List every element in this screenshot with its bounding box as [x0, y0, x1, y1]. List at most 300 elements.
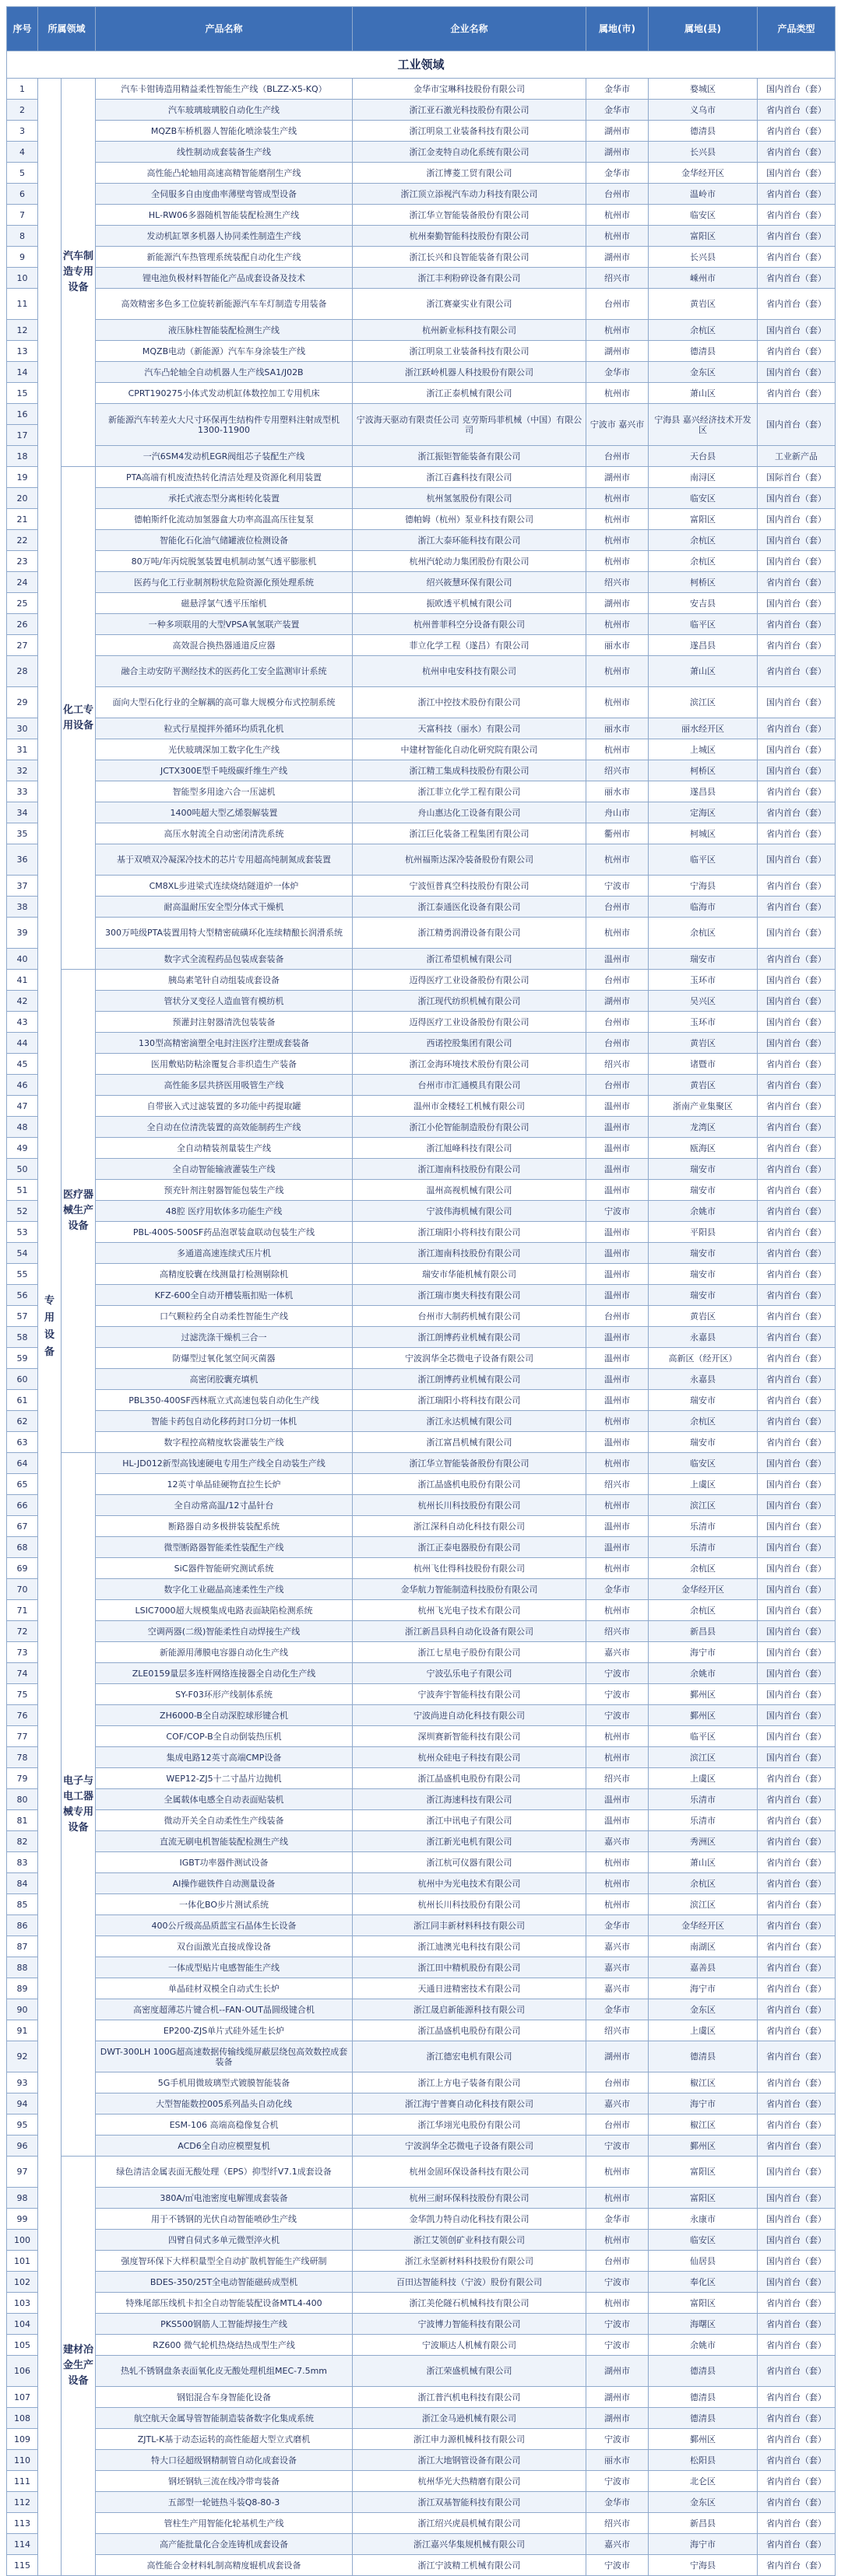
- row-county: 乐清市: [649, 1810, 758, 1831]
- row-county: 鄞州区: [649, 1705, 758, 1726]
- row-product-name: 高压水射流全自动密闭清洗系统: [96, 823, 353, 844]
- row-city: 金华市: [586, 1915, 649, 1936]
- row-city: 温州市: [586, 1159, 649, 1180]
- row-product-type: 省内首台（套）: [758, 289, 836, 320]
- row-county: 仙居县: [649, 2251, 758, 2272]
- row-seq: 84: [7, 1873, 38, 1894]
- row-city: 绍兴市: [586, 268, 649, 289]
- row-product-name: 高效精密多色多工位旋转新能源汽车车灯制造专用装备: [96, 289, 353, 320]
- row-product-type: 省内首台（套）: [758, 2534, 836, 2555]
- table-row: [7, 2136, 836, 2157]
- table-row: [7, 79, 836, 100]
- row-product-type: 省内首台（套）: [758, 1117, 836, 1138]
- row-company-name: 西诺控股集团有限公司: [353, 1033, 586, 1054]
- row-company-name: 杭州飞仕得科技股份有限公司: [353, 1558, 586, 1579]
- row-seq: 50: [7, 1159, 38, 1180]
- row-product-type: 国内首台（套）: [758, 79, 836, 100]
- row-product-name: 高性能凸轮轴用高速高精智能磨削生产线: [96, 163, 353, 184]
- row-product-name: SY-F03环形产线制体系统: [96, 1684, 353, 1705]
- row-product-type: 省内首台（套）: [758, 1348, 836, 1369]
- row-product-type: 省内首台（套）: [758, 1138, 836, 1159]
- row-seq: 101: [7, 2251, 38, 2272]
- row-seq: 111: [7, 2471, 38, 2492]
- table-row: [7, 1285, 836, 1306]
- row-county: 余杭区: [649, 1558, 758, 1579]
- row-product-type: 省内首台（套）: [758, 1306, 836, 1327]
- row-product-type: 国内首台（套）: [758, 2251, 836, 2272]
- row-product-type: 省内首台（套）: [758, 142, 836, 163]
- table-row: [7, 687, 836, 718]
- row-company-name: 浙江大泰环能科技有限公司: [353, 530, 586, 551]
- row-seq: 100: [7, 2230, 38, 2251]
- table-row: [7, 1558, 836, 1579]
- row-company-name: 天富科技（丽水）有限公司: [353, 718, 586, 739]
- row-product-name: 高密度超薄芯片键合机--FAN-OUT晶圆级键合机: [96, 1999, 353, 2020]
- row-city: 湖州市: [586, 2408, 649, 2429]
- row-product-type: 国内首台（套）: [758, 1495, 836, 1516]
- row-company-name: 浙江中讯电子有限公司: [353, 1810, 586, 1831]
- row-seq: 19: [7, 467, 38, 488]
- row-seq: 94: [7, 2093, 38, 2114]
- row-county: 德清县: [649, 2387, 758, 2408]
- row-product-name: JCTX300E型千吨级碳纤维生产线: [96, 760, 353, 781]
- row-city: 金华市: [586, 100, 649, 121]
- row-seq: 42: [7, 991, 38, 1012]
- row-city: 杭州市: [586, 844, 649, 876]
- row-product-type: 省内首台（套）: [758, 1852, 836, 1873]
- row-county: 黄岩区: [649, 1306, 758, 1327]
- table-row: [7, 2072, 836, 2093]
- row-county: 富阳区: [649, 2293, 758, 2314]
- row-product-type: 省内首台（套）: [758, 1159, 836, 1180]
- row-county: 海宁市: [649, 1978, 758, 1999]
- row-seq: 78: [7, 1747, 38, 1768]
- row-company-name: 浙江长兴和良智能装备有限公司: [353, 247, 586, 268]
- row-county: 南浔区: [649, 467, 758, 488]
- row-county: 北仑区: [649, 2471, 758, 2492]
- row-seq: 48: [7, 1117, 38, 1138]
- table-row: [7, 2387, 836, 2408]
- row-product-type: 国内首台（套）: [758, 551, 836, 572]
- row-county: 高新区（经开区）: [649, 1348, 758, 1369]
- row-city: 宁波市: [586, 2335, 649, 2356]
- row-product-type: 国内首台（套）: [758, 1726, 836, 1747]
- row-county: 长兴县: [649, 247, 758, 268]
- table-row: [7, 1159, 836, 1180]
- table-row: [7, 802, 836, 823]
- row-county: 余杭区: [649, 551, 758, 572]
- table-body: [7, 51, 836, 2576]
- row-county: 吴兴区: [649, 991, 758, 1012]
- row-county: 上虞区: [649, 1768, 758, 1789]
- row-product-type: 省内首台（套）: [758, 226, 836, 247]
- row-seq: 97: [7, 2157, 38, 2188]
- row-county: 玉环市: [649, 1012, 758, 1033]
- row-company-name: 浙江晶盛机电股份有限公司: [353, 2020, 586, 2041]
- row-company-name: 宁波弘乐电子有限公司: [353, 1663, 586, 1684]
- row-city: 绍兴市: [586, 1768, 649, 1789]
- table-row: [7, 226, 836, 247]
- row-company-name: 杭州飞光电子技术有限公司: [353, 1600, 586, 1621]
- row-seq: 76: [7, 1705, 38, 1726]
- row-county: 萧山区: [649, 1852, 758, 1873]
- row-city: 台州市: [586, 446, 649, 467]
- table-row: [7, 2555, 836, 2576]
- row-company-name: 浙江荣盛机械有限公司: [353, 2356, 586, 2387]
- row-product-type: 省内首台（套）: [758, 2041, 836, 2072]
- row-county: 浙南产业集聚区: [649, 1096, 758, 1117]
- row-county: 义乌市: [649, 100, 758, 121]
- row-seq: 83: [7, 1852, 38, 1873]
- row-seq: 43: [7, 1012, 38, 1033]
- row-product-name: 粒式行星搅拌外循环均质乳化机: [96, 718, 353, 739]
- table-row: [7, 1222, 836, 1243]
- row-city: 杭州市: [586, 1411, 649, 1432]
- row-city: 湖州市: [586, 593, 649, 614]
- row-product-type: 省内首台（套）: [758, 1915, 836, 1936]
- row-county: 宁海县 嘉兴经济技术开发区: [649, 404, 758, 446]
- table-row: [7, 2114, 836, 2136]
- row-city: 温州市: [586, 1117, 649, 1138]
- row-product-type: 省内首台（套）: [758, 1831, 836, 1852]
- row-county: 椒江区: [649, 2072, 758, 2093]
- row-city: 金华市: [586, 362, 649, 383]
- row-company-name: 浙江永坚新材料科技股份有限公司: [353, 2251, 586, 2272]
- row-company-name: 浙江跃岭机器人科技股份有限公司: [353, 362, 586, 383]
- table-row: [7, 1369, 836, 1390]
- row-seq: 73: [7, 1642, 38, 1663]
- row-product-name: 管状分叉变径人造血管有模纺机: [96, 991, 353, 1012]
- row-seq: 55: [7, 1264, 38, 1285]
- row-company-name: 杭州秦勤智能科技股份有限公司: [353, 226, 586, 247]
- row-product-type: 省内首台（套）: [758, 341, 836, 362]
- row-company-name: 浙江迦南科技股份有限公司: [353, 1159, 586, 1180]
- table-row: [7, 1978, 836, 1999]
- row-product-type: 省内首台（套）: [758, 2387, 836, 2408]
- row-company-name: 金华凯力特自动化科技有限公司: [353, 2209, 586, 2230]
- row-city: 温州市: [586, 1432, 649, 1453]
- row-product-name: 双台面激光直接成像设备: [96, 1936, 353, 1957]
- row-city: 金华市: [586, 1579, 649, 1600]
- group-label: 专用设备: [38, 79, 62, 2576]
- row-product-type: 省内首台（套）: [758, 1075, 836, 1096]
- row-county: 余杭区: [649, 320, 758, 341]
- row-company-name: 浙江明泉工业装备科技有限公司: [353, 121, 586, 142]
- row-product-name: 单晶硅材双模全自动式生长炉: [96, 1978, 353, 1999]
- row-seq: 99: [7, 2209, 38, 2230]
- row-city: 杭州市: [586, 1747, 649, 1768]
- row-product-name: 锂电池负极材料智能化产品成套设备及技术: [96, 268, 353, 289]
- row-city: 绍兴市: [586, 2513, 649, 2534]
- row-county: 德清县: [649, 121, 758, 142]
- row-company-name: 浙江金海环境技术股份有限公司: [353, 1054, 586, 1075]
- row-county: 富阳区: [649, 2157, 758, 2188]
- row-county: 椒江区: [649, 2114, 758, 2136]
- category-label: 化工专用设备: [62, 467, 96, 970]
- row-product-name: PBL-400S-500SF药品泡罩装盒联动包装生产线: [96, 1222, 353, 1243]
- row-company-name: 浙江现代纺织机械有限公司: [353, 991, 586, 1012]
- row-product-type: 国内首台（套）: [758, 1033, 836, 1054]
- row-city: 嘉兴市: [586, 1936, 649, 1957]
- row-county: 余杭区: [649, 1873, 758, 1894]
- row-company-name: 浙江中控技术股份有限公司: [353, 687, 586, 718]
- row-product-type: 国内首台（套）: [758, 320, 836, 341]
- row-city: 绍兴市: [586, 760, 649, 781]
- row-product-name: 5G手机用微玻璃型式镀膜智能装备: [96, 2072, 353, 2093]
- table-row: [7, 970, 836, 991]
- table-row: [7, 1642, 836, 1663]
- row-county: 金东区: [649, 1999, 758, 2020]
- row-city: 金华市: [586, 1999, 649, 2020]
- table-row: [7, 1537, 836, 1558]
- row-product-name: CPRT190275小体式发动机缸体数控加工专用机床: [96, 383, 353, 404]
- table-row: [7, 844, 836, 876]
- row-county: 黄岩区: [649, 1033, 758, 1054]
- table-row: [7, 1096, 836, 1117]
- row-product-type: 省内首台（套）: [758, 1054, 836, 1075]
- row-company-name: 浙江新昌县科自动化设备有限公司: [353, 1621, 586, 1642]
- row-product-name: ESM-106 高端高稳像复合机: [96, 2114, 353, 2136]
- table-row: [7, 1873, 836, 1894]
- row-company-name: 浙江正泰机械有限公司: [353, 383, 586, 404]
- row-product-type: 省内首台（套）: [758, 121, 836, 142]
- row-company-name: 菲立化学工程（遂昌）有限公司: [353, 635, 586, 656]
- table-row: [7, 991, 836, 1012]
- table-row: [7, 268, 836, 289]
- table-row: [7, 1012, 836, 1033]
- row-county: 遂昌县: [649, 781, 758, 802]
- header-company: 企业名称: [353, 7, 586, 51]
- row-seq: 54: [7, 1243, 38, 1264]
- row-city: 杭州市: [586, 1852, 649, 1873]
- row-seq: 1: [7, 79, 38, 100]
- table-row: [7, 718, 836, 739]
- row-seq: 17: [7, 425, 38, 446]
- row-product-name: 48腔 医疗用软体多功能生产线: [96, 1201, 353, 1222]
- row-company-name: 浙江赛豪实业有限公司: [353, 289, 586, 320]
- row-product-name: SiC器件智能研究测试系统: [96, 1558, 353, 1579]
- row-county: 萧山区: [649, 383, 758, 404]
- table-row: [7, 362, 836, 383]
- row-product-name: 12英寸单晶硅硬物直拉生长炉: [96, 1474, 353, 1495]
- row-city: 杭州市: [586, 1600, 649, 1621]
- row-county: 临安区: [649, 1453, 758, 1474]
- row-city: 温州市: [586, 1180, 649, 1201]
- row-company-name: 杭州申电安科技有限公司: [353, 656, 586, 687]
- row-city: 宁波市: [586, 2429, 649, 2450]
- row-city: 宁波市: [586, 1201, 649, 1222]
- row-product-type: 工业新产品: [758, 446, 836, 467]
- row-product-type: 国内首台（套）: [758, 362, 836, 383]
- row-seq: 20: [7, 488, 38, 509]
- row-county: 鄞州区: [649, 2136, 758, 2157]
- row-company-name: 浙江双基智能科技有限公司: [353, 2492, 586, 2513]
- row-county: 余杭区: [649, 1600, 758, 1621]
- row-seq: 10: [7, 268, 38, 289]
- row-company-name: 杭州三耐环保科技股份有限公司: [353, 2188, 586, 2209]
- table-row: [7, 897, 836, 918]
- row-product-name: 新能源用薄膜电容器自动化生产线: [96, 1642, 353, 1663]
- table-row: [7, 2314, 836, 2335]
- row-seq: 92: [7, 2041, 38, 2072]
- row-product-name: 130型高精密滴塑全电封注医疗注塑成套装备: [96, 1033, 353, 1054]
- row-product-name: HL-RW06多器随机智能装配检测生产线: [96, 205, 353, 226]
- row-product-name: 高产能批量化合金连铸机成套设备: [96, 2534, 353, 2555]
- row-seq: 56: [7, 1285, 38, 1306]
- row-product-name: PTA高端有机废渣热转化清洁处理及资源化利用装置: [96, 467, 353, 488]
- product-table: [6, 6, 836, 2576]
- row-seq: 12: [7, 320, 38, 341]
- table-row: [7, 404, 836, 425]
- row-city: 温州市: [586, 949, 649, 970]
- row-city: 嘉兴市: [586, 1642, 649, 1663]
- row-company-name: 浙江泰通医化设备有限公司: [353, 897, 586, 918]
- row-product-type: 国内首台（套）: [758, 1621, 836, 1642]
- table-row: [7, 488, 836, 509]
- row-product-name: 断路器自动多极拼装装配系统: [96, 1516, 353, 1537]
- table-row: [7, 1264, 836, 1285]
- row-county: 余姚市: [649, 1201, 758, 1222]
- row-city: 丽水市: [586, 718, 649, 739]
- row-county: 柯桥区: [649, 760, 758, 781]
- row-company-name: 杭州福斯达深冷装备股份有限公司: [353, 844, 586, 876]
- row-county: 海宁市: [649, 1642, 758, 1663]
- row-seq: 51: [7, 1180, 38, 1201]
- row-product-name: IGBT功率器件测试设备: [96, 1852, 353, 1873]
- table-row: [7, 1432, 836, 1453]
- row-product-type: 省内首台（套）: [758, 1096, 836, 1117]
- row-county: 奉化区: [649, 2272, 758, 2293]
- row-city: 台州市: [586, 289, 649, 320]
- row-seq: 70: [7, 1579, 38, 1600]
- row-company-name: 浙江瑞阳小将科技有限公司: [353, 1222, 586, 1243]
- row-product-name: 钢铝混合车身智能化设备: [96, 2387, 353, 2408]
- row-city: 台州市: [586, 1306, 649, 1327]
- row-company-name: 浙江晟启新能源科技有限公司: [353, 1999, 586, 2020]
- row-county: 富阳区: [649, 509, 758, 530]
- row-product-name: 德帕斯纤化流动加氢器盒大功率高温高压往复泵: [96, 509, 353, 530]
- row-product-name: 预灌封注射器清洗包装装备: [96, 1012, 353, 1033]
- row-company-name: 浙江金麦特自动化系统有限公司: [353, 142, 586, 163]
- row-seq: 47: [7, 1096, 38, 1117]
- table-row: [7, 635, 836, 656]
- row-city: 温州市: [586, 1516, 649, 1537]
- row-county: 柯城区: [649, 823, 758, 844]
- row-product-type: 国内首台（套）: [758, 687, 836, 718]
- row-company-name: 百田达智能科技（宁波）股份有限公司: [353, 2272, 586, 2293]
- row-county: 南湖区: [649, 1936, 758, 1957]
- header-field: 所属领域: [38, 7, 96, 51]
- row-county: 永康市: [649, 2209, 758, 2230]
- row-city: 宁波市: [586, 2555, 649, 2576]
- row-county: 瑞安市: [649, 1432, 758, 1453]
- row-company-name: 杭州长川科技股份有限公司: [353, 1495, 586, 1516]
- row-company-name: 台州市大制药机械有限公司: [353, 1306, 586, 1327]
- row-city: 杭州市: [586, 656, 649, 687]
- table-row: [7, 2272, 836, 2293]
- row-seq: 115: [7, 2555, 38, 2576]
- row-seq: 88: [7, 1957, 38, 1978]
- header-type: 产品类型: [758, 7, 836, 51]
- row-product-type: 省内首台（套）: [758, 268, 836, 289]
- row-product-type: 省内首台（套）: [758, 1957, 836, 1978]
- row-product-type: 国内首台（套）: [758, 1579, 836, 1600]
- row-product-type: 国内首台（套）: [758, 739, 836, 760]
- row-county: 临安区: [649, 2230, 758, 2251]
- row-county: 海宁市: [649, 2093, 758, 2114]
- row-seq: 38: [7, 897, 38, 918]
- row-product-type: 省内首台（套）: [758, 1873, 836, 1894]
- row-seq: 68: [7, 1537, 38, 1558]
- row-product-name: 高密闭胶囊充填机: [96, 1369, 353, 1390]
- row-company-name: 宁波恒普真空科技股份有限公司: [353, 876, 586, 897]
- row-seq: 3: [7, 121, 38, 142]
- row-city: 台州市: [586, 897, 649, 918]
- row-seq: 30: [7, 718, 38, 739]
- row-county: 诸暨市: [649, 1054, 758, 1075]
- row-seq: 9: [7, 247, 38, 268]
- row-county: 临安区: [649, 488, 758, 509]
- row-company-name: 浙江亚石激光科技股份有限公司: [353, 100, 586, 121]
- table-row: [7, 320, 836, 341]
- row-product-name: 胰岛素笔针自动组装成套设备: [96, 970, 353, 991]
- row-product-type: 省内首台（套）: [758, 2335, 836, 2356]
- table-row: [7, 1054, 836, 1075]
- table-row: [7, 163, 836, 184]
- row-product-name: 基于双喷双冷凝深冷技术的芯片专用超高纯制氮成套装置: [96, 844, 353, 876]
- row-product-name: 航空航天金属导管智能制造装备数字化集成系统: [96, 2408, 353, 2429]
- row-product-type: 省内首台（套）: [758, 1180, 836, 1201]
- row-company-name: 浙江朗博药业机械有限公司: [353, 1327, 586, 1348]
- row-product-name: 空调两器(二级)智能柔性自动焊接生产线: [96, 1621, 353, 1642]
- row-county: 平阳县: [649, 1222, 758, 1243]
- row-product-type: 省内首台（套）: [758, 1285, 836, 1306]
- row-city: 宁波市: [586, 1705, 649, 1726]
- row-seq: 49: [7, 1138, 38, 1159]
- row-seq: 35: [7, 823, 38, 844]
- row-company-name: 浙江金马逊机械有限公司: [353, 2408, 586, 2429]
- row-county: 瑞安市: [649, 1390, 758, 1411]
- row-product-type: 省内首台（套）: [758, 781, 836, 802]
- row-county: 瑞安市: [649, 1264, 758, 1285]
- row-company-name: 浙江艾领创矿业科技有限公司: [353, 2230, 586, 2251]
- table-row: [7, 2230, 836, 2251]
- row-product-name: WEP12-ZJ5十二寸晶片边抛机: [96, 1768, 353, 1789]
- row-product-name: 强度智环保下大样积量型全自动扩散机智能生产线研制: [96, 2251, 353, 2272]
- section-title: 工业领域: [7, 51, 836, 79]
- row-company-name: 浙江华立智能装备股份有限公司: [353, 205, 586, 226]
- row-seq: 113: [7, 2513, 38, 2534]
- row-county: 永嘉县: [649, 1327, 758, 1348]
- row-product-name: 全属载体电感全自动表面贴装机: [96, 1789, 353, 1810]
- row-seq: 69: [7, 1558, 38, 1579]
- row-product-name: ZJTL-K基于动态运转的高性能超大型立式磨机: [96, 2429, 353, 2450]
- row-city: 绍兴市: [586, 1621, 649, 1642]
- table-row: [7, 1957, 836, 1978]
- row-company-name: 金华市宝琳科技股份有限公司: [353, 79, 586, 100]
- row-company-name: 宁波顺达人机械有限公司: [353, 2335, 586, 2356]
- row-county: 乐清市: [649, 1537, 758, 1558]
- row-product-type: 省内首台（套）: [758, 2093, 836, 2114]
- row-seq: 26: [7, 614, 38, 635]
- row-product-name: 全自动在位清洗装置的高效能制药生产线: [96, 1117, 353, 1138]
- table-row: [7, 1663, 836, 1684]
- row-city: 绍兴市: [586, 2020, 649, 2041]
- row-city: 温州市: [586, 1537, 649, 1558]
- row-city: 宁波市: [586, 876, 649, 897]
- row-seq: 8: [7, 226, 38, 247]
- row-city: 杭州市: [586, 2293, 649, 2314]
